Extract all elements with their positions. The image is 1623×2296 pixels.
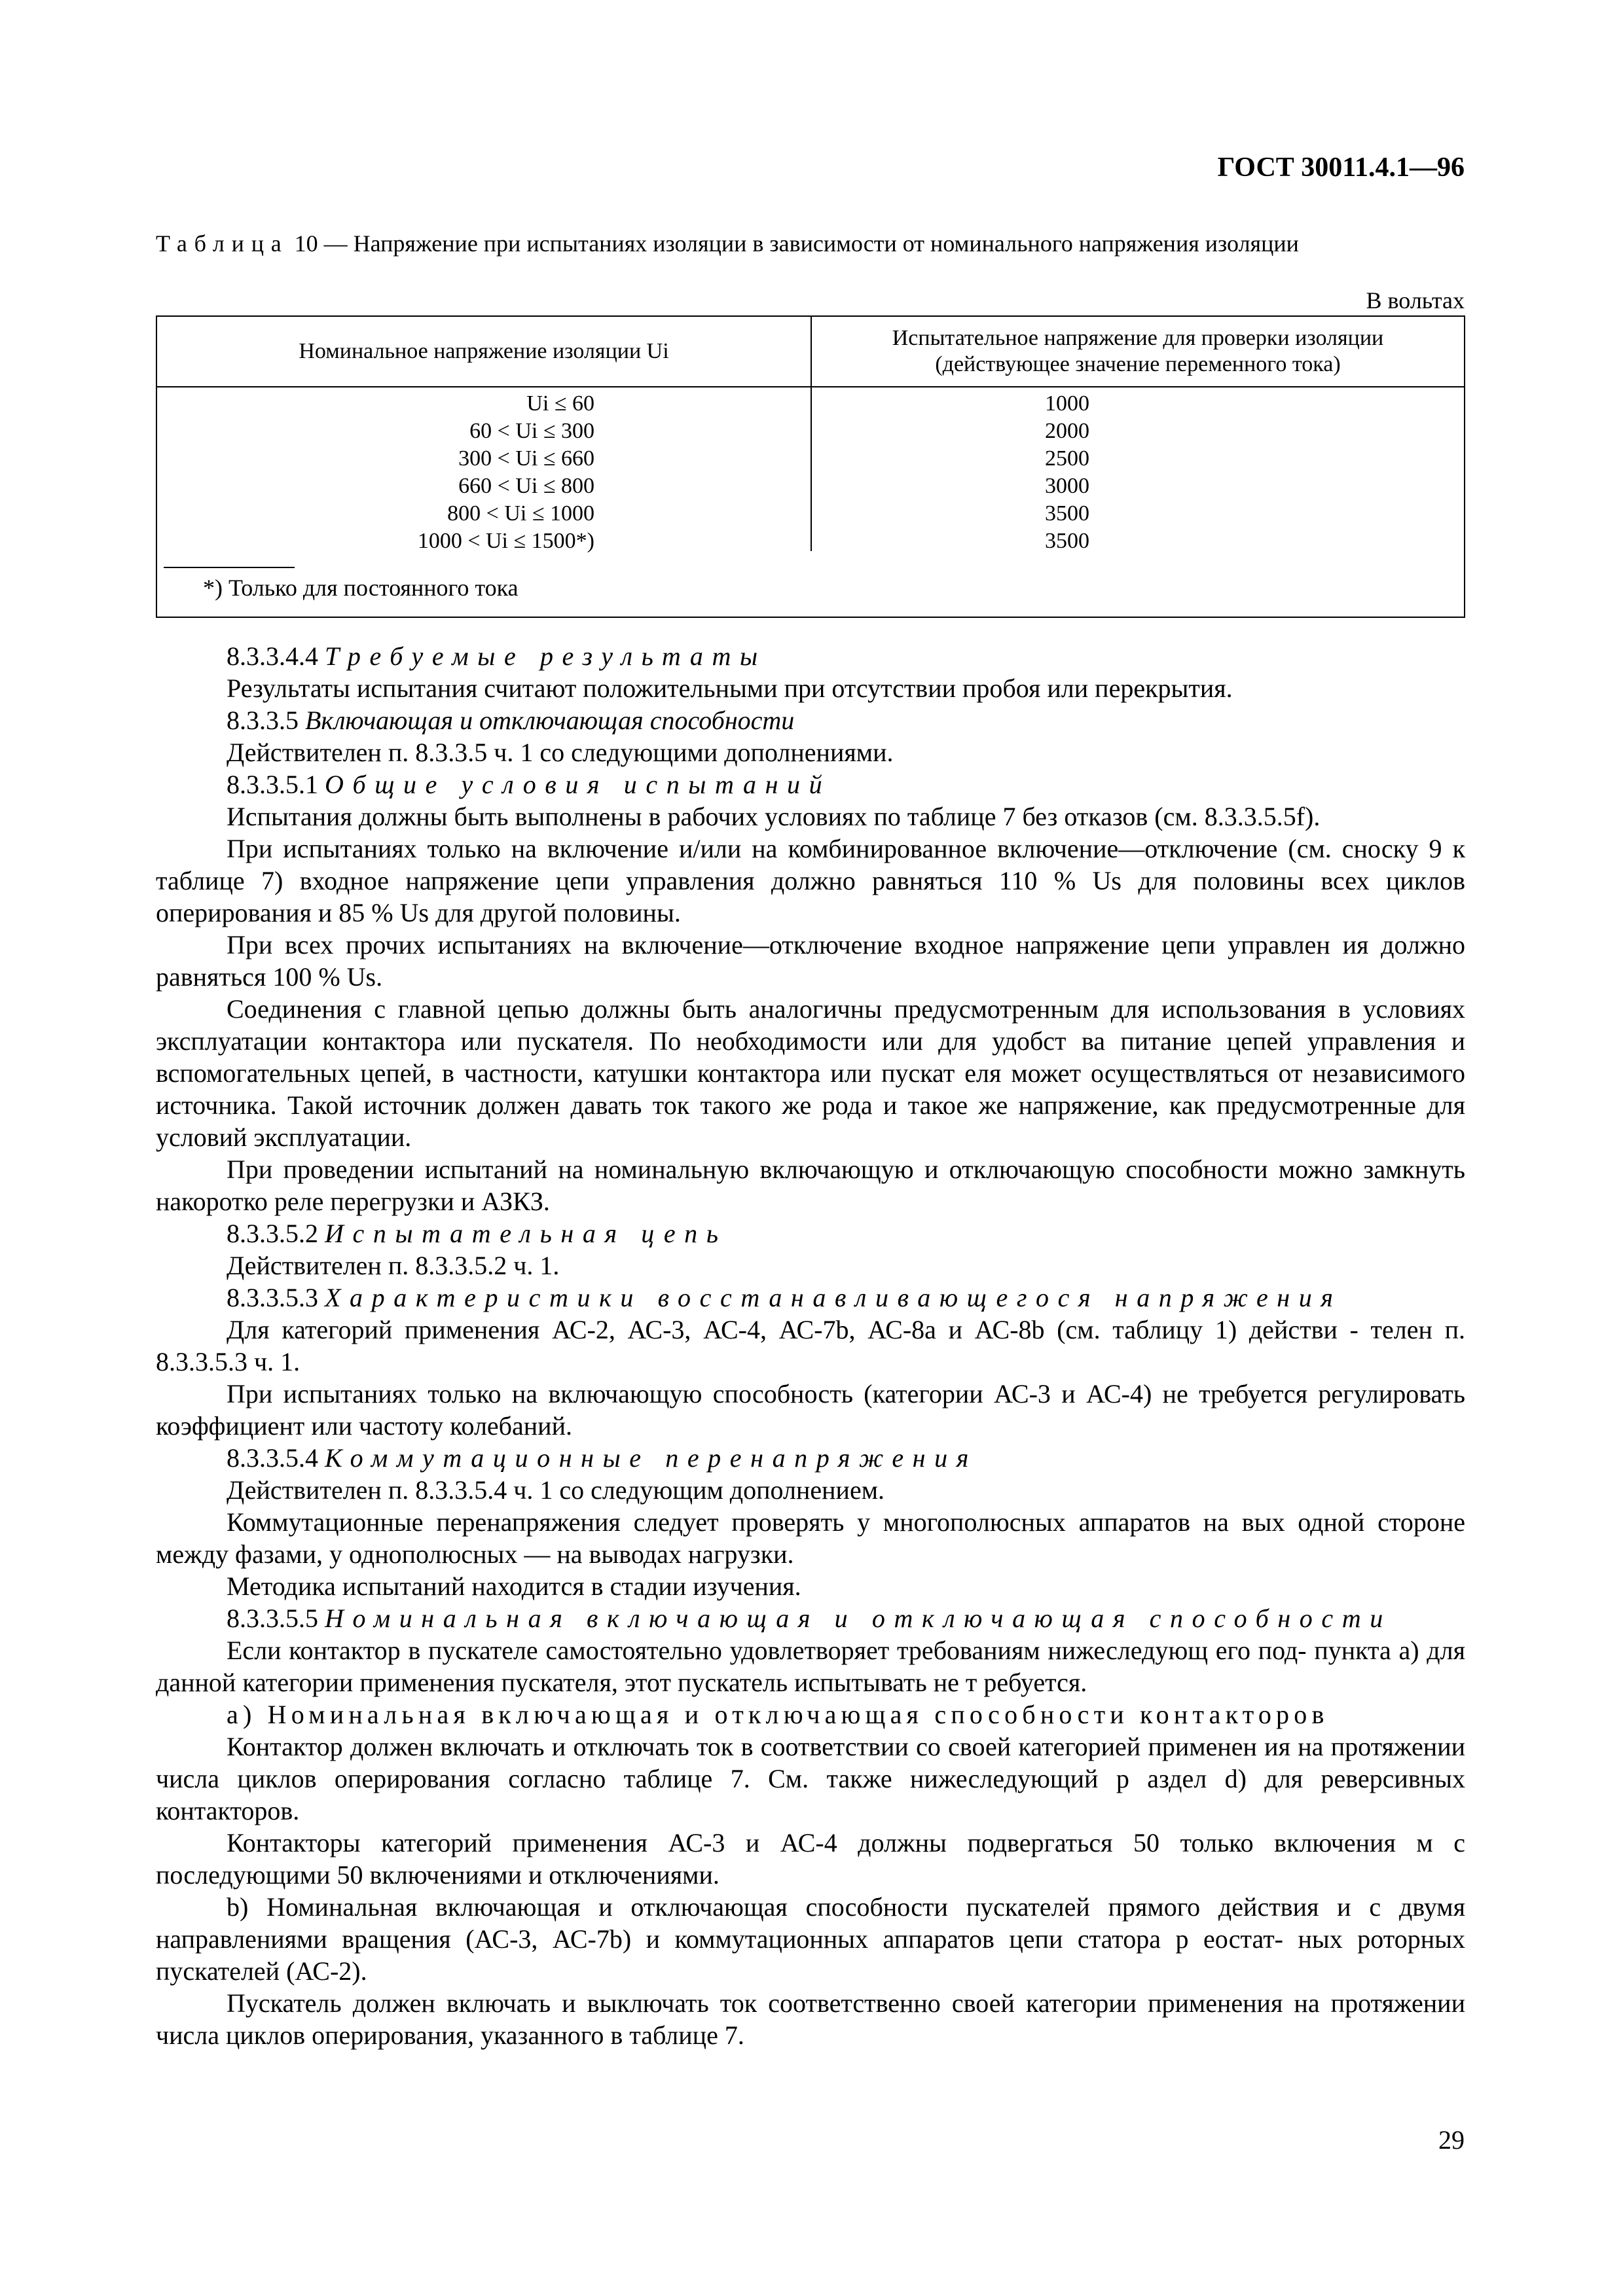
paragraph: Контакторы категорий применения АС-3 и АС-4 должны подвергаться 50 только включения м с последующими 50 включениями и отключениями. xyxy=(156,1828,1465,1890)
document-body xyxy=(156,640,1465,2051)
table-cell-voltage: 2000 xyxy=(1045,419,1089,443)
paragraph: b) Номинальная включающая и отключающая способности пускателей прямого действия и с двумя направлениями вращения (АС-3, АС-7b) и коммутационных аппаратов цепи статора р еостат- ных роторных пускателей (АС-2). xyxy=(156,1892,1465,1986)
table-cell-range: 800 < Ui ≤ 1000 xyxy=(447,501,594,526)
paragraph: Действителен п. 8.3.3.5.2 ч. 1. xyxy=(227,1251,560,1280)
table-cell-voltage: 3500 xyxy=(1045,501,1089,526)
paragraph: При испытаниях только на включающую способность (категории АС-3 и АС-4) не требуется регулировать коэффициент или частоту колебаний. xyxy=(156,1379,1465,1441)
section-title: Номинальная включающая и отключающая способности xyxy=(325,1604,1392,1633)
footnote-rule xyxy=(164,567,295,568)
document-header: ГОСТ 30011.4.1—96 xyxy=(1217,152,1465,183)
section-heading: 8.3.3.5.5 Номинальная включающая и отключающая способности xyxy=(227,1604,1392,1633)
insulation-voltage-table xyxy=(156,315,1465,618)
paragraph: Методика испытаний находится в стадии изучения. xyxy=(227,1571,801,1601)
table-caption xyxy=(156,229,1465,258)
table-cell-voltage: 3500 xyxy=(1045,529,1089,553)
table-cell-voltage: 3000 xyxy=(1045,474,1089,498)
table-cell-range: 1000 < Ui ≤ 1500*) xyxy=(417,529,594,553)
paragraph: Коммутационные перенапряжения следует проверять у многополюсных аппаратов на вых одной стороне между фазами, у однополюсных — на выводах нагрузки. xyxy=(156,1507,1465,1569)
section-title: Требуемые результаты xyxy=(325,641,767,671)
section-title: Включающая и отключающая способности xyxy=(305,706,795,735)
section-heading: 8.3.3.5.1 Общие условия испытаний xyxy=(227,770,831,799)
table-cell-range: Ui ≤ 60 xyxy=(526,391,594,416)
table-column-rated-voltage xyxy=(157,387,812,551)
section-title: Общие условия испытаний xyxy=(325,770,831,799)
table-cell-range: 300 < Ui ≤ 660 xyxy=(458,446,594,471)
paragraph: Контактор должен включать и отключать ток в соответствии со своей категорией применен ия на протяжении числа циклов оперирования согласно таблице 7. См. также нижеследующий р аздел d) для реверсивных контакторов. xyxy=(156,1732,1465,1825)
table-header-rated-voltage: Номинальное напряжение изоляции Ui xyxy=(157,317,812,387)
section-heading: 8.3.3.5.3 Характеристики восстанавливающегося напряжения xyxy=(227,1283,1342,1312)
paragraph: Соединения с главной цепью должны быть аналогичны предусмотренным для использования в условиях эксплуатации контактора или пускателя. По необходимости или для удобст ва питание цепей управления и вспомогательных цепей, в частности, катушки контактора или пускат еля может осуществляться от независимого источника. Такой источник должен давать ток такого же рода и такое же напряжение, как предусмотренные для условий эксплуатации. xyxy=(156,994,1465,1152)
paragraph: При испытаниях только на включение и/или на комбинированное включение—отключение (см. сноску 9 к таблице 7) входное напряжение цепи управления должно равняться 110 % Us для половины всех циклов оперирования и 85 % Us для другой половины. xyxy=(156,834,1465,927)
table-label: Таблица xyxy=(156,230,289,257)
paragraph: Пускатель должен включать и выключать ток соответственно своей категории применения на протяжении числа циклов оперирования, указанного в таблице 7. xyxy=(156,1988,1465,2050)
paragraph: Если контактор в пускателе самостоятельно удовлетворяет требованиям нижеследующ его под- пункта а) для данной категории применения пускателя, этот пускатель испытывать не т ребуется. xyxy=(156,1636,1465,1697)
paragraph: Для категорий применения АС-2, АС-3, АС-4, АС-7b, АС-8a и АС-8b (см. таблицу 1) действи - телен п. 8.3.3.5.3 ч. 1. xyxy=(156,1315,1465,1376)
section-title: Испытательная цепь xyxy=(325,1219,727,1248)
section-title: Характеристики восстанавливающегося напряжения xyxy=(325,1283,1342,1312)
table-cell-range: 60 < Ui ≤ 300 xyxy=(469,419,594,443)
paragraph: При проведении испытаний на номинальную включающую и отключающую способности можно замкнуть накоротко реле перегрузки и АЗКЗ. xyxy=(156,1155,1465,1216)
page-number: 29 xyxy=(1438,2125,1465,2155)
section-heading: 8.3.3.4.4 Требуемые результаты xyxy=(227,641,767,671)
section-heading: 8.3.3.5.4 Коммутационные перенапряжения xyxy=(227,1443,977,1473)
paragraph: При всех прочих испытаниях на включение—отключение входное напряжение цепи управлен ия должно равняться 100 % Us. xyxy=(156,930,1465,992)
paragraph: Результаты испытания считают положительными при отсутствии пробоя или перекрытия. xyxy=(227,673,1233,703)
section-title: Коммутационные перенапряжения xyxy=(325,1443,977,1473)
paragraph: Испытания должны быть выполнены в рабочих условиях по таблице 7 без отказов (см. 8.3.3.5.5f). xyxy=(227,802,1321,831)
table-caption-text: 10 — Напряжение при испытаниях изоляции в зависимости от номинального напряжения изоляции xyxy=(294,230,1299,257)
table-cell-voltage: 2500 xyxy=(1045,446,1089,471)
section-heading: 8.3.3.5.2 Испытательная цепь xyxy=(227,1219,727,1248)
paragraph: а) Номинальная включающая и отключающая способности контакторов xyxy=(227,1700,1329,1729)
paragraph: Действителен п. 8.3.3.5.4 ч. 1 со следующим дополнением. xyxy=(227,1475,885,1505)
table-units: В вольтах xyxy=(1366,287,1465,314)
section-heading: 8.3.3.5 Включающая и отключающая способности xyxy=(227,706,795,735)
table-cell-voltage: 1000 xyxy=(1045,391,1089,416)
paragraph: Действителен п. 8.3.3.5 ч. 1 со следующими дополнениями. xyxy=(227,738,894,767)
table-header-test-voltage: Испытательное напряжение для проверки изоляции (действующее значение переменного тока) xyxy=(812,317,1464,387)
table-footnote: *) Только для постоянного тока xyxy=(203,575,519,601)
table-cell-range: 660 < Ui ≤ 800 xyxy=(458,474,594,498)
